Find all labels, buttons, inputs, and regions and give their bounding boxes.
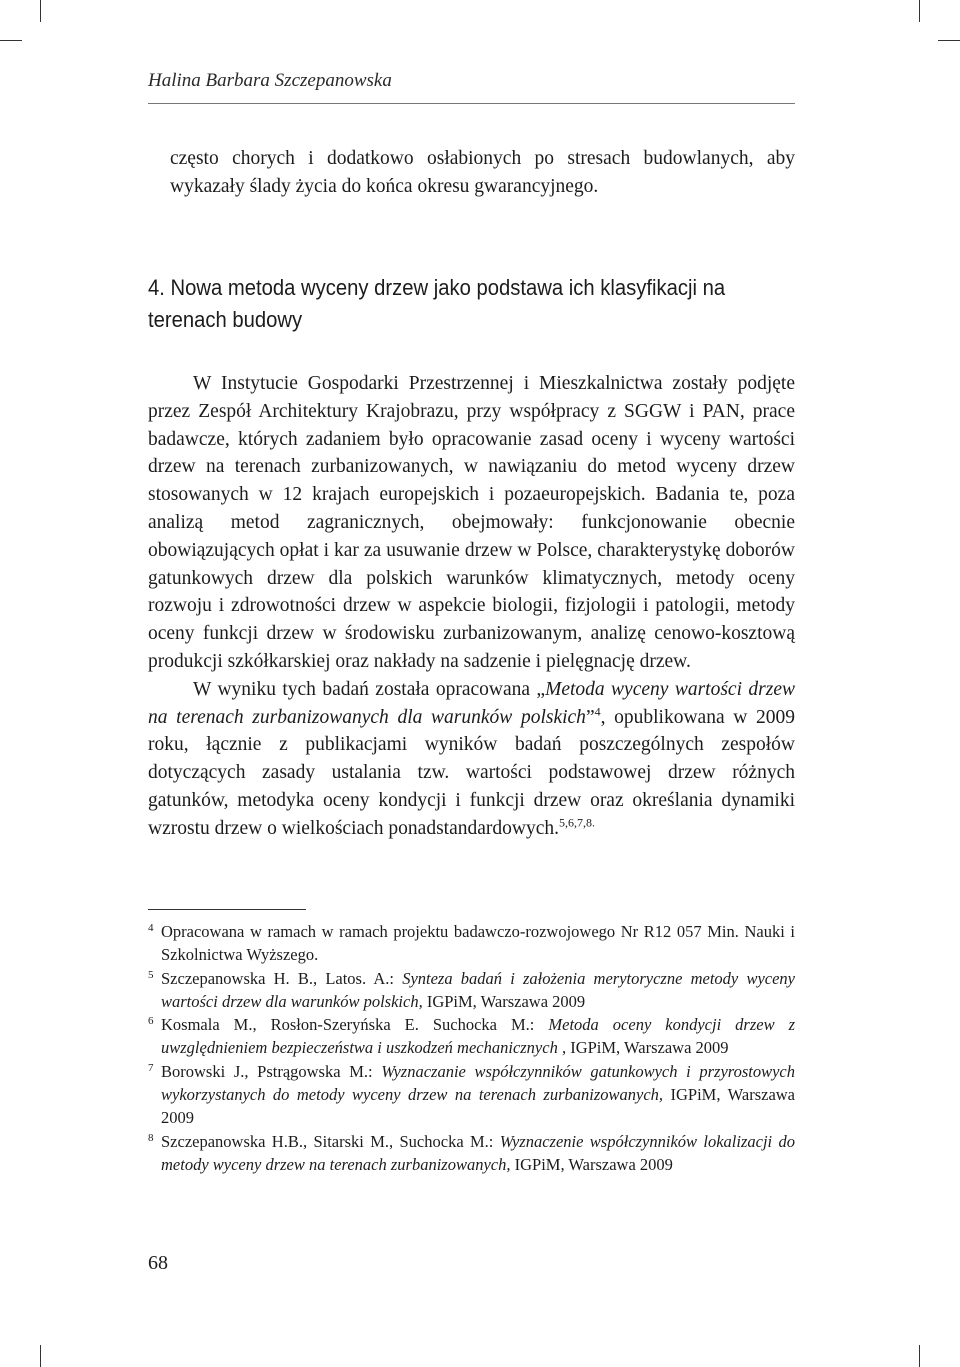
footnote-authors: Borowski J., Pstrągowska M.: — [161, 1061, 382, 1081]
footnote-text: Opracowana w ramach w ramach projektu badawczo-rozwojowego Nr R12 057 Min. Nauki i Szkolnictwa Wyższego. — [161, 922, 795, 965]
paragraph-2-rest: , opublikowana w 2009 roku, łącznie z publikacjami wyników badań poszczególnych zespołów dotyczących zasady ustalania tzw. wartości podstawowej drzew różnych gatunków, metodyka oceny kondycji i funkcji drzew oraz określania dynamiki wzrostu drzew o wielkościach ponadstandardowych. — [148, 706, 795, 839]
footnote-number: 8 — [148, 1131, 154, 1144]
footnote-5 — [148, 967, 795, 1014]
footnote-number: 5 — [148, 968, 154, 981]
page-number: 68 — [148, 1252, 168, 1274]
crop-mark-bottom-left — [40, 1345, 41, 1367]
running-head: Halina Barbara Szczepanowska — [148, 70, 392, 91]
header-rule — [148, 103, 795, 104]
footnotes — [148, 920, 795, 1176]
method-title: Metoda wyceny wartości drzew na terenach zurbanizowanych dla warunków polskich — [148, 678, 795, 728]
footnote-title: Wyznaczanie współczynników gatunkowych i przyrostowych wykorzystanych do metody wyceny drzew na terenach zurbanizowanych, — [161, 1061, 795, 1105]
footnote-authors: Szczepanowska H. B., Latos. A.: — [161, 968, 403, 988]
crop-mark-right-top — [938, 40, 960, 41]
footnote-rule — [148, 909, 306, 910]
footnote-7 — [148, 1060, 795, 1130]
footnote-8 — [148, 1130, 795, 1177]
footnote-refs-5-8[interactable]: 5,6,7,8. — [559, 815, 595, 830]
continuation-block — [148, 145, 795, 201]
section-heading — [148, 272, 737, 336]
crop-mark-left-top — [0, 40, 22, 41]
footnote-publisher: IGPiM, Warszawa 2009 — [510, 1154, 673, 1174]
footnote-4 — [148, 920, 795, 967]
paragraph-2 — [148, 676, 795, 843]
footnote-number: 4 — [148, 922, 154, 934]
footnote-title: Wyznaczenie współczynników lokalizacji do metody wyceny drzew na terenach zurbanizowanych, — [161, 1131, 795, 1174]
paragraph-1: W Instytucie Gospodarki Przestrzennej i Mieszkalnictwa zostały podjęte przez Zespół Architektury Krajobrazu, przy współpracy z SGGW i PAN, prace badawcze, których zadaniem było opracowanie zasad oceny i wyceny wartości drzew na terenach zurbanizowanych, w nawiązaniu do metod wyceny drzew stosowanych w 12 krajach europejskich i pozaeuropejskich. Badania te, poza analizą metod zagranicznych, obejmowały: funkcjonowanie obecnie obowiązujących opłat i kar za usuwanie drzew w Polsce, charakterystykę doborów gatunkowych drzew dla polskich warunków klimatycznych, metody oceny rozwoju i zdrowotności drzew w aspekcie biologii, fizjologii i patologii, metody oceny funkcji drzew w środowisku zurbanizowanym, analizę cenowo-kosztową produkcji szkółkarskiej oraz nakłady na sadzenie i pielęgnację drzew. — [148, 373, 795, 672]
footnote-6 — [148, 1013, 795, 1060]
footnote-title: Synteza badań i założenia merytoryczne metody wyceny wartości drzew dla warunków polskich, — [161, 968, 795, 1011]
footnote-number: 7 — [148, 1061, 154, 1074]
footnote-ref-4[interactable]: 4 — [594, 704, 601, 719]
footnote-title: Metoda oceny kondycji drzew z uwzględnieniem bezpieczeństwa i uszkodzeń mechanicznych — [161, 1015, 796, 1058]
main-text — [148, 370, 795, 843]
footnote-publisher: , IGPiM, Warszawa 2009 — [557, 1038, 729, 1058]
crop-mark-top-left — [40, 0, 41, 22]
paragraph-2-lead: W wyniku tych badań została opracowana „ — [193, 678, 546, 700]
footnote-number: 6 — [148, 1015, 154, 1028]
continuation-paragraph: często chorych i dodatkowo osłabionych po stresach budowlanych, aby wykazały ślady życia do końca okresu gwarancyjnego. — [170, 148, 795, 197]
crop-mark-bottom-right — [919, 1345, 920, 1367]
footnote-authors: Kosmala M., Rosłon-Szeryńska E. Suchocka M.: — [161, 1015, 549, 1035]
footnote-authors: Szczepanowska H.B., Sitarski M., Suchocka M.: — [161, 1131, 500, 1151]
footnote-publisher: IGPiM, Warszawa 2009 — [422, 991, 586, 1011]
section-title: Nowa metoda wyceny drzew jako podstawa ich klasyfikacji na terenach budowy — [148, 275, 726, 332]
footnote-publisher: IGPiM, Warszawa 2009 — [161, 1085, 796, 1128]
crop-mark-top-right — [919, 0, 920, 22]
closing-quote: ” — [585, 706, 595, 728]
section-number: 4. — [148, 275, 165, 300]
